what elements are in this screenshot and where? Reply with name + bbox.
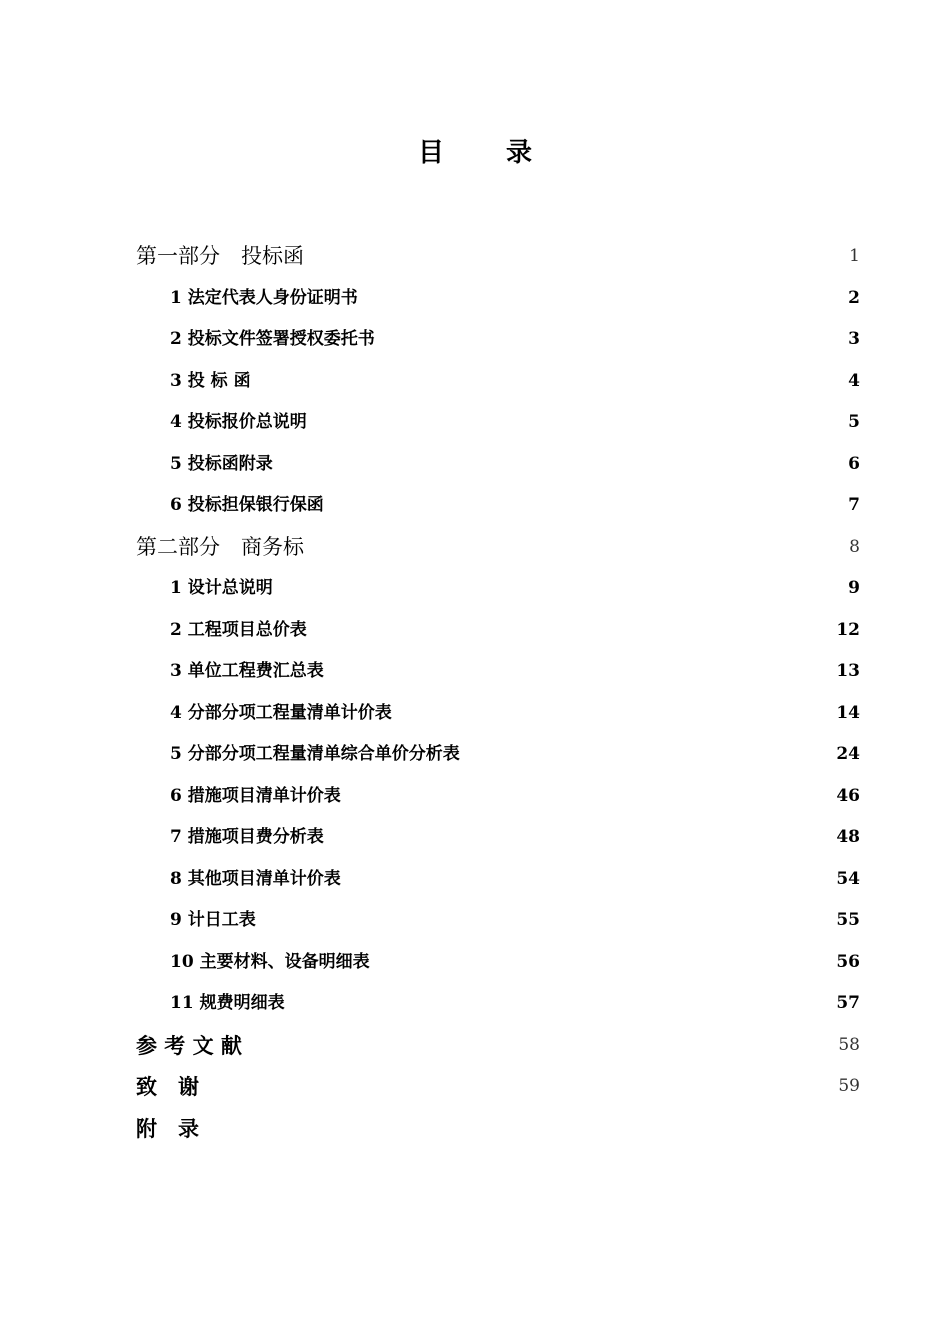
toc-page-number: 48 <box>836 827 860 847</box>
toc-entry-label: 3 单位工程费汇总表 <box>170 661 324 681</box>
toc-page-number: 7 <box>848 495 860 515</box>
toc-page-number: 57 <box>836 993 860 1013</box>
toc-page-number: 56 <box>836 951 860 972</box>
toc-section-entry[interactable] <box>136 1108 860 1150</box>
toc-subentry[interactable] <box>136 734 860 776</box>
toc-section-entry[interactable] <box>136 1025 860 1067</box>
toc-entry-label: 3 投 标 函 <box>170 370 251 391</box>
toc-entry-label: 4 投标报价总说明 <box>170 412 307 432</box>
toc-entry-label: 1 法定代表人身份证明书 <box>170 287 358 308</box>
toc-page-number: 55 <box>836 910 860 930</box>
toc-subentry[interactable] <box>136 361 860 403</box>
toc-entry-label: 2 工程项目总价表 <box>170 619 307 640</box>
toc-subentry[interactable] <box>136 776 860 818</box>
toc-page-number: 58 <box>838 1034 860 1055</box>
toc-entry-label: 9 计日工表 <box>170 910 256 930</box>
toc-entry-label: 8 其他项目清单计价表 <box>170 868 341 889</box>
toc-entry-label: 2 投标文件签署授权委托书 <box>170 329 375 349</box>
toc-entry-label: 1 设计总说明 <box>170 578 273 598</box>
toc-entry-label: 致 谢 <box>136 1074 199 1099</box>
toc-subentry[interactable] <box>136 568 860 610</box>
toc-entry-label: 第二部分 商务标 <box>136 534 304 559</box>
toc-subentry[interactable] <box>136 900 860 942</box>
toc-entry-label: 11 规费明细表 <box>170 993 285 1013</box>
toc-subentry[interactable] <box>136 693 860 735</box>
toc-page-number: 9 <box>848 578 860 598</box>
toc-page-number: 54 <box>836 868 860 889</box>
table-of-contents <box>136 236 860 1149</box>
toc-entry-label: 6 投标担保银行保函 <box>170 495 324 515</box>
toc-entry-label: 5 投标函附录 <box>170 453 273 474</box>
toc-page-number: 3 <box>848 329 860 349</box>
toc-subentry[interactable] <box>136 610 860 652</box>
toc-page-number: 46 <box>836 785 860 806</box>
page-title: 目 录 <box>417 138 550 168</box>
toc-subentry[interactable] <box>136 402 860 444</box>
toc-entry-label: 7 措施项目费分析表 <box>170 827 324 847</box>
toc-page-number: 59 <box>838 1076 860 1096</box>
toc-entry-label: 参 考 文 献 <box>136 1032 242 1058</box>
toc-entry-label: 第一部分 投标函 <box>136 244 304 268</box>
toc-subentry[interactable] <box>136 651 860 693</box>
toc-subentry[interactable] <box>136 444 860 486</box>
toc-page-number: 8 <box>849 536 860 557</box>
toc-entry-label: 5 分部分项工程量清单综合单价分析表 <box>170 744 460 764</box>
toc-section-entry[interactable] <box>136 236 860 278</box>
toc-subentry[interactable] <box>136 278 860 320</box>
toc-page-number: 4 <box>848 370 860 391</box>
toc-subentry[interactable] <box>136 319 860 361</box>
toc-page-number: 5 <box>848 412 860 432</box>
toc-page-number: 13 <box>836 661 860 681</box>
toc-subentry[interactable] <box>136 983 860 1025</box>
toc-subentry[interactable] <box>136 859 860 901</box>
toc-page-number: 14 <box>836 702 860 723</box>
toc-entry-label: 10 主要材料、设备明细表 <box>170 951 370 972</box>
toc-section-entry[interactable] <box>136 527 860 569</box>
toc-entry-label: 6 措施项目清单计价表 <box>170 785 341 806</box>
toc-entry-label: 附 录 <box>136 1115 199 1141</box>
toc-page-number: 2 <box>848 287 860 308</box>
toc-entry-label: 4 分部分项工程量清单计价表 <box>170 702 392 723</box>
toc-page-number: 12 <box>836 619 860 640</box>
toc-page-number: 6 <box>848 453 860 474</box>
toc-page-number: 1 <box>849 246 860 266</box>
toc-subentry[interactable] <box>136 485 860 527</box>
toc-section-entry[interactable] <box>136 1066 860 1108</box>
toc-subentry[interactable] <box>136 942 860 984</box>
toc-subentry[interactable] <box>136 817 860 859</box>
toc-page-number: 24 <box>836 744 860 764</box>
